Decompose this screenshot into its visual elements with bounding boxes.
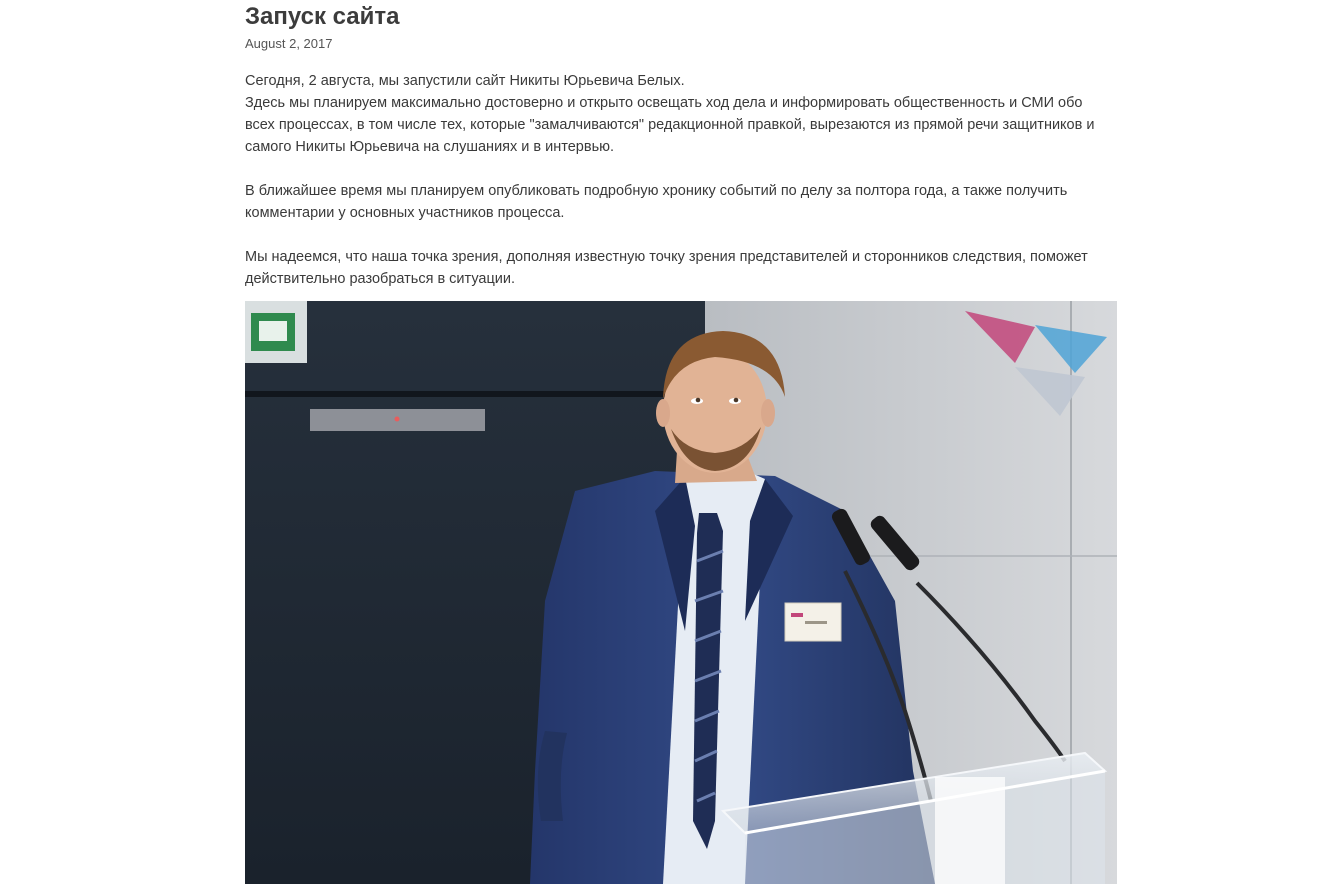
man-at-podium-photo [245, 301, 1117, 884]
post-date: August 2, 2017 [245, 36, 333, 51]
paragraph-3 [245, 246, 1117, 290]
paragraph-line: Мы надеемся, что наша точка зрения, дополняя известную точку зрения представителей и сторонников следствия, поможет [245, 249, 1088, 265]
article [245, 0, 1117, 312]
paragraph-line: всех процессах, в том числе тех, которые "замалчиваются" редакционной правкой, вырезаются из прямой речи защитников и [245, 117, 1095, 133]
post-body [245, 70, 1117, 290]
paragraph-1 [245, 70, 1117, 158]
paragraph-line: Здесь мы планируем максимально достоверно и открыто освещать ход дела и информировать общественность и СМИ обо [245, 95, 1083, 111]
paragraph-line: комментарии у основных участников процесса. [245, 205, 565, 221]
paragraph-line: самого Никиты Юрьевича на слушаниях и в интервью. [245, 139, 615, 155]
paragraph-2 [245, 180, 1117, 224]
post-photo [245, 301, 1117, 884]
paragraph-line: действительно разобраться в ситуации. [245, 271, 516, 287]
paragraph-line: В ближайшее время мы планируем опубликовать подробную хронику событий по делу за полтора года, а также получить [245, 183, 1068, 199]
paragraph-line: Сегодня, 2 августа, мы запустили сайт Никиты Юрьевича Белых. [245, 73, 685, 89]
post-title: Запуск сайта [245, 3, 400, 30]
